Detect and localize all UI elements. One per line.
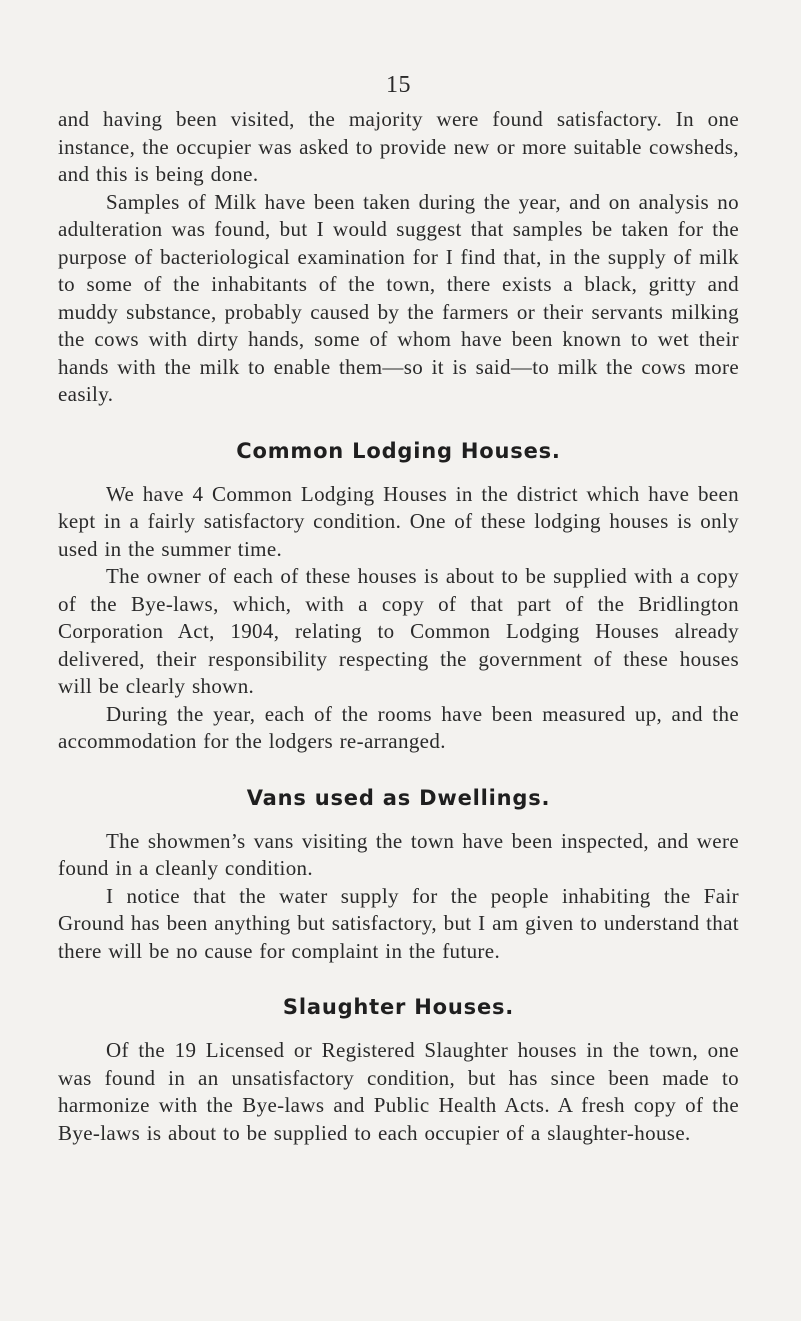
heading-common-lodging-houses: Common Lodging Houses. [236,438,561,463]
paragraph-lodging-houses-count: We have 4 Common Lodging Houses in the district which have been kept in a fairly satisfactory condition. One of these lodging houses is only used in the summer time. [58,481,739,561]
paragraph-cowsheds: and having been visited, the majority were found satisfactory. In one instance, the occupier was asked to provide new or more suitable cowsheds, and this is being done. [58,107,739,186]
heading-vans-used-as-dwellings: Vans used as Dwellings. [246,785,551,810]
paragraph-milk-samples: Samples of Milk have been taken during the year, and on analysis no adulteration was found, but I would suggest that samples be taken for the purpose of bacteriological examination for I find that, in the supply of milk to some of the inhabitants of the town, there exists a black, gritty and muddy substance, probably caused by the farmers or their servants milking the cows with dirty hands, some of whom have been known to wet their hands with the milk to enable them—so it is said—to milk the cows more easily. [58,189,739,406]
page-number: 15 [386,72,411,98]
paragraph-slaughter-houses: Of the 19 Licensed or Registered Slaughter houses in the town, one was found in an unsatisfactory condition, but has since been made to harmonize with the Bye-laws and Public Health Acts. A fresh copy of the Bye-laws is about to be supplied to each occupier of a slaughter-house. [58,1038,739,1145]
paragraph-lodging-bye-laws: The owner of each of these houses is about to be supplied with a copy of the Bye-laws, which, with a copy of that part of the Bridlington Corporation Act, 1904, relating to Common Lodging Houses already delivered, their responsibility respecting the government of these houses will be clearly shown. [58,564,739,698]
heading-slaughter-houses: Slaughter Houses. [282,995,515,1019]
paragraph-lodging-rooms: During the year, each of the rooms have been measured up, and the accommodation for the lodgers re-arranged. [58,701,739,753]
paragraph-showmen-vans: The showmen’s vans visiting the town have been inspected, and were found in a cleanly condition. [58,828,739,880]
paragraph-fair-ground-water: I notice that the water supply for the people inhabiting the Fair Ground has been anything but satisfactory, but I am given to understand that there will be no cause for complaint in the future. [58,883,739,963]
